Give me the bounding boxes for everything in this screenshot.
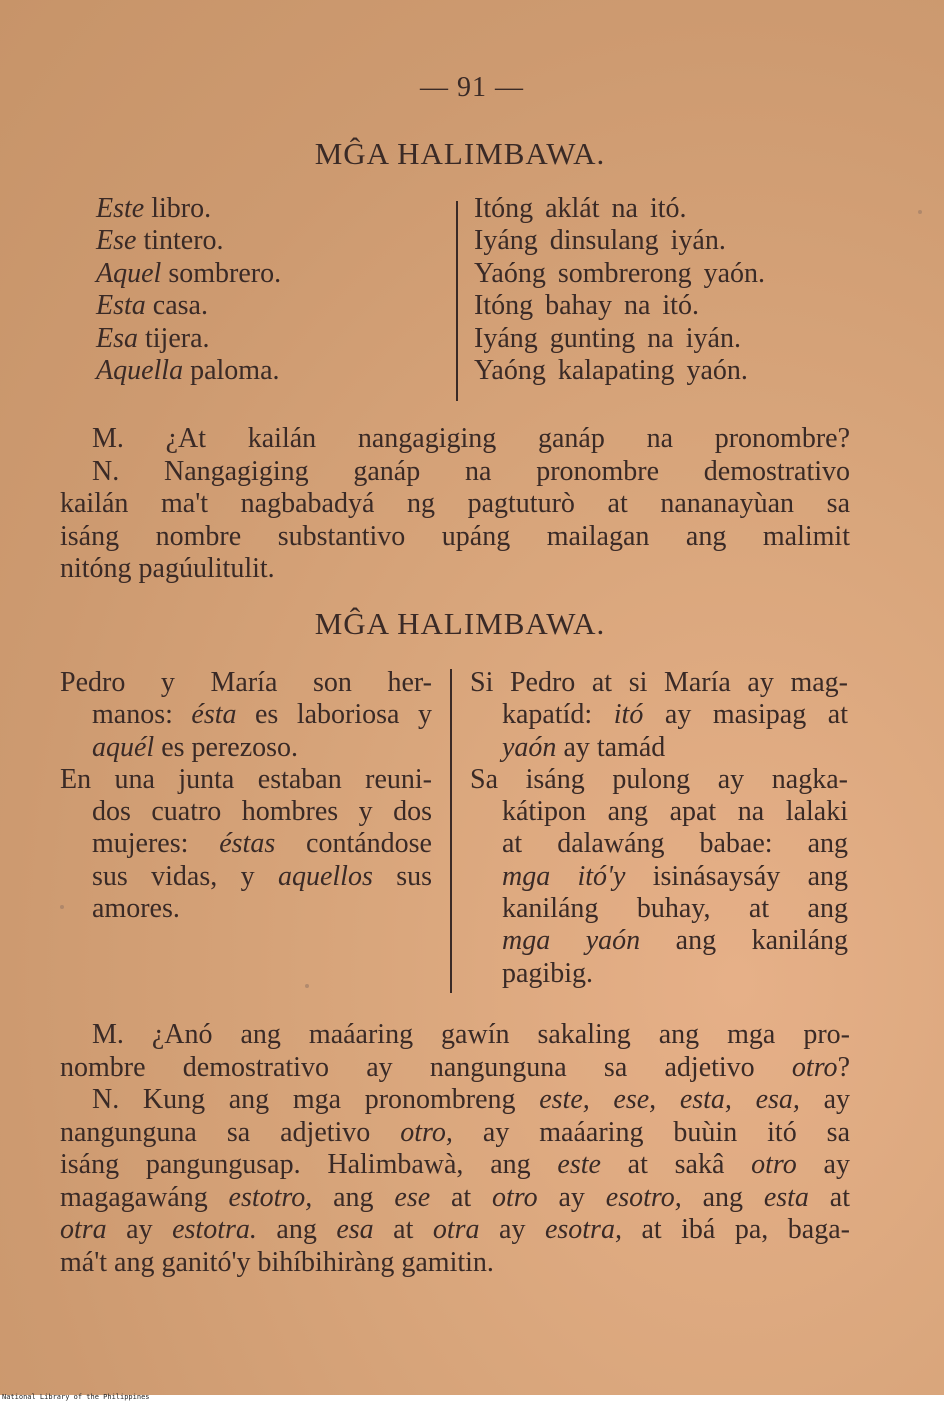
text-line: yaón ay tamád: [502, 731, 666, 763]
text-line: Si Pedro at si María ay mag-: [470, 667, 848, 698]
spanish-example: Este libro.: [96, 193, 212, 224]
text-line: mujeres: éstas contándose: [92, 828, 432, 860]
tagalog-column: [470, 667, 848, 990]
question-answer-1: [60, 423, 850, 586]
paper-speck: [60, 905, 64, 909]
column-divider: [450, 669, 452, 993]
tagalog-example: Itóng aklát na itó.: [474, 193, 687, 224]
tagalog-column: [474, 193, 854, 387]
text-line: dos cuatro hombres y dos: [92, 796, 432, 828]
tagalog-example: Iyáng gunting na iyán.: [474, 322, 741, 354]
text-line: magagawáng estotro, ang ese at otro ay esotro, ang esta at: [60, 1181, 850, 1213]
text-line: Pedro y María son her-: [60, 667, 432, 698]
tagalog-example: Iyáng dinsulang iyán.: [474, 225, 726, 257]
text-line: mga yaón ang kaniláng: [502, 925, 848, 957]
text-line: N. Kung ang mga pronombreng este, ese, esta, esa, ay: [92, 1084, 850, 1115]
spanish-column: [60, 667, 432, 925]
spanish-example: Esa tijera.: [96, 322, 210, 354]
text-line: nombre demostrativo ay nangunguna sa adjetivo otro?: [60, 1051, 850, 1083]
paper-speck: [305, 984, 309, 988]
section-heading-examples-1: MĜA HALIMBAWA.: [314, 136, 606, 171]
page-number: — 91 —: [420, 72, 524, 103]
text-line: aquél es perezoso.: [92, 731, 299, 763]
text-line: En una junta estaban reuni-: [60, 763, 432, 795]
text-line: amores.: [92, 893, 180, 925]
text-line: Sa isáng pulong ay nagka-: [470, 763, 848, 795]
text-line: M. ¿At kailán nangagiging ganáp na pronombre?: [92, 423, 850, 454]
tagalog-example: Yaóng sombrerong yaón.: [474, 257, 766, 289]
text-line: M. ¿Anó ang maáaring gawín sakaling ang mga pro-: [92, 1019, 850, 1050]
spanish-column: [96, 193, 436, 387]
tagalog-example: Itóng bahay na itó.: [474, 290, 699, 322]
text-line: mga itó'y isinásaysáy ang: [502, 860, 848, 892]
text-line: kátipon ang apat na lalaki: [502, 796, 848, 828]
text-line: nangunguna sa adjetivo otro, ay maáaring buùin itó sa: [60, 1116, 851, 1148]
column-divider: [456, 201, 458, 401]
library-credit: National Library of the Philippines: [2, 1393, 150, 1401]
text-line: manos: ésta es laboriosa y: [92, 699, 432, 731]
tagalog-example: Yaóng kalapating yaón.: [474, 355, 748, 387]
text-line: otra ay estotra. ang esa at otra ay esotra, at ibá pa, baga-: [60, 1214, 850, 1245]
text-line: sus vidas, y aquellos sus: [92, 860, 432, 892]
text-line: nitóng pagúulitulit.: [60, 553, 275, 584]
text-line: pagibig.: [502, 957, 593, 989]
text-line: isáng nombre substantivo upáng mailagan ang malimit: [60, 520, 850, 552]
text-line: at dalawáng babae: ang: [502, 828, 848, 860]
spanish-example: Ese tintero.: [96, 225, 224, 257]
text-line: isáng pangungusap. Halimbawà, ang este at sakâ otro ay: [60, 1149, 850, 1180]
spanish-example: Aquella paloma.: [96, 355, 280, 387]
spanish-example: Esta casa.: [96, 290, 208, 322]
examples-table-2: [60, 667, 850, 997]
paper-speck: [918, 210, 922, 214]
text-line: má't ang ganitó'y bihíbihiràng gamitin.: [60, 1246, 494, 1278]
text-line: kapatíd: itó ay masipag at: [502, 699, 848, 731]
spanish-example: Aquel sombrero.: [96, 257, 282, 289]
text-line: kaniláng buhay, at ang: [502, 893, 848, 925]
text-line: N. Nangagiging ganáp na pronombre demostrativo: [92, 455, 850, 487]
examples-table-1: [96, 193, 856, 408]
text-line: kailán ma't nagbabadyá ng pagtuturò at nananayùan sa: [60, 488, 850, 519]
section-heading-examples-2: MĜA HALIMBAWA.: [314, 606, 606, 641]
question-answer-2: [60, 1019, 850, 1279]
